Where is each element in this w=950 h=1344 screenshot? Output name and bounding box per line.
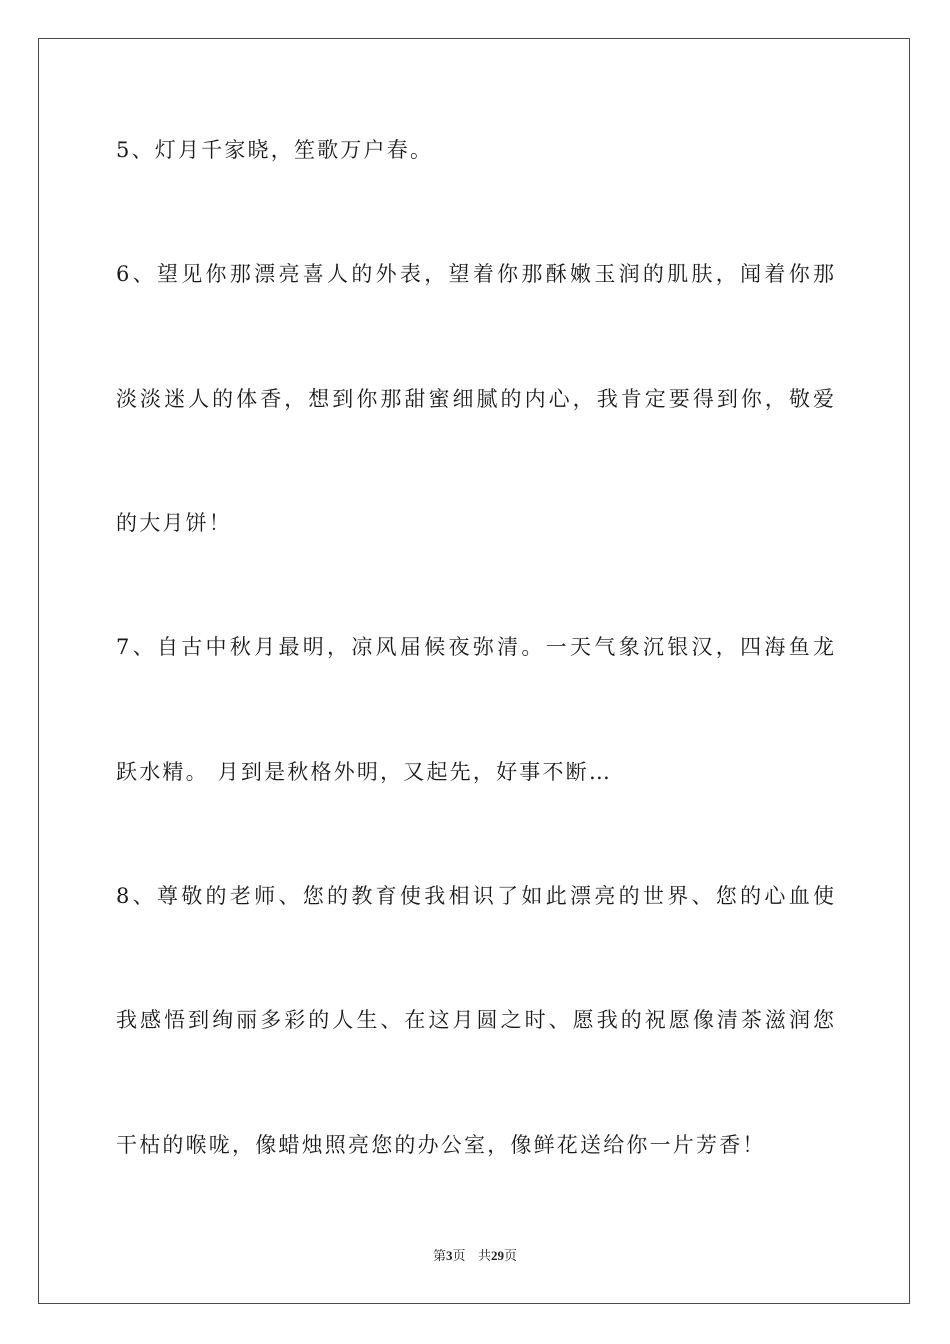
total-label-suffix: 页 [503, 1249, 517, 1264]
text-line: 8、尊敬的老师、您的教育使我相识了如此漂亮的世界、您的心血使 [116, 884, 834, 908]
page-footer [0, 1248, 950, 1265]
total-label-prefix: 共 [477, 1249, 491, 1264]
text-line: 淡淡迷人的体香，想到你那甜蜜细腻的内心，我肯定要得到你，敬爱 [116, 387, 834, 411]
text-line: 5、灯月千家晓，笙歌万户春。 [116, 138, 434, 162]
page-label-prefix: 第 [433, 1249, 447, 1264]
page-number: 3 [446, 1248, 453, 1263]
page-total: 29 [490, 1248, 504, 1263]
text-line: 我感悟到绚丽多彩的人生、在这月圆之时、愿我的祝愿像清茶滋润您 [116, 1008, 834, 1032]
page-border [38, 38, 910, 1304]
text-line: 跃水精。 月到是秋格外明，又起先，好事不断… [116, 760, 613, 784]
page-label-suffix: 页 [452, 1249, 466, 1264]
text-line: 的大月饼！ [116, 511, 232, 535]
text-line: 干枯的喉咙，像蜡烛照亮您的办公室，像鲜花送给你一片芳香！ [116, 1133, 766, 1157]
text-line: 7、自古中秋月最明，凉风届候夜弥清。一天气象沉银汉，四海鱼龙 [116, 635, 834, 659]
text-line: 6、望见你那漂亮喜人的外表，望着你那酥嫩玉润的肌肤，闻着你那 [116, 262, 834, 286]
